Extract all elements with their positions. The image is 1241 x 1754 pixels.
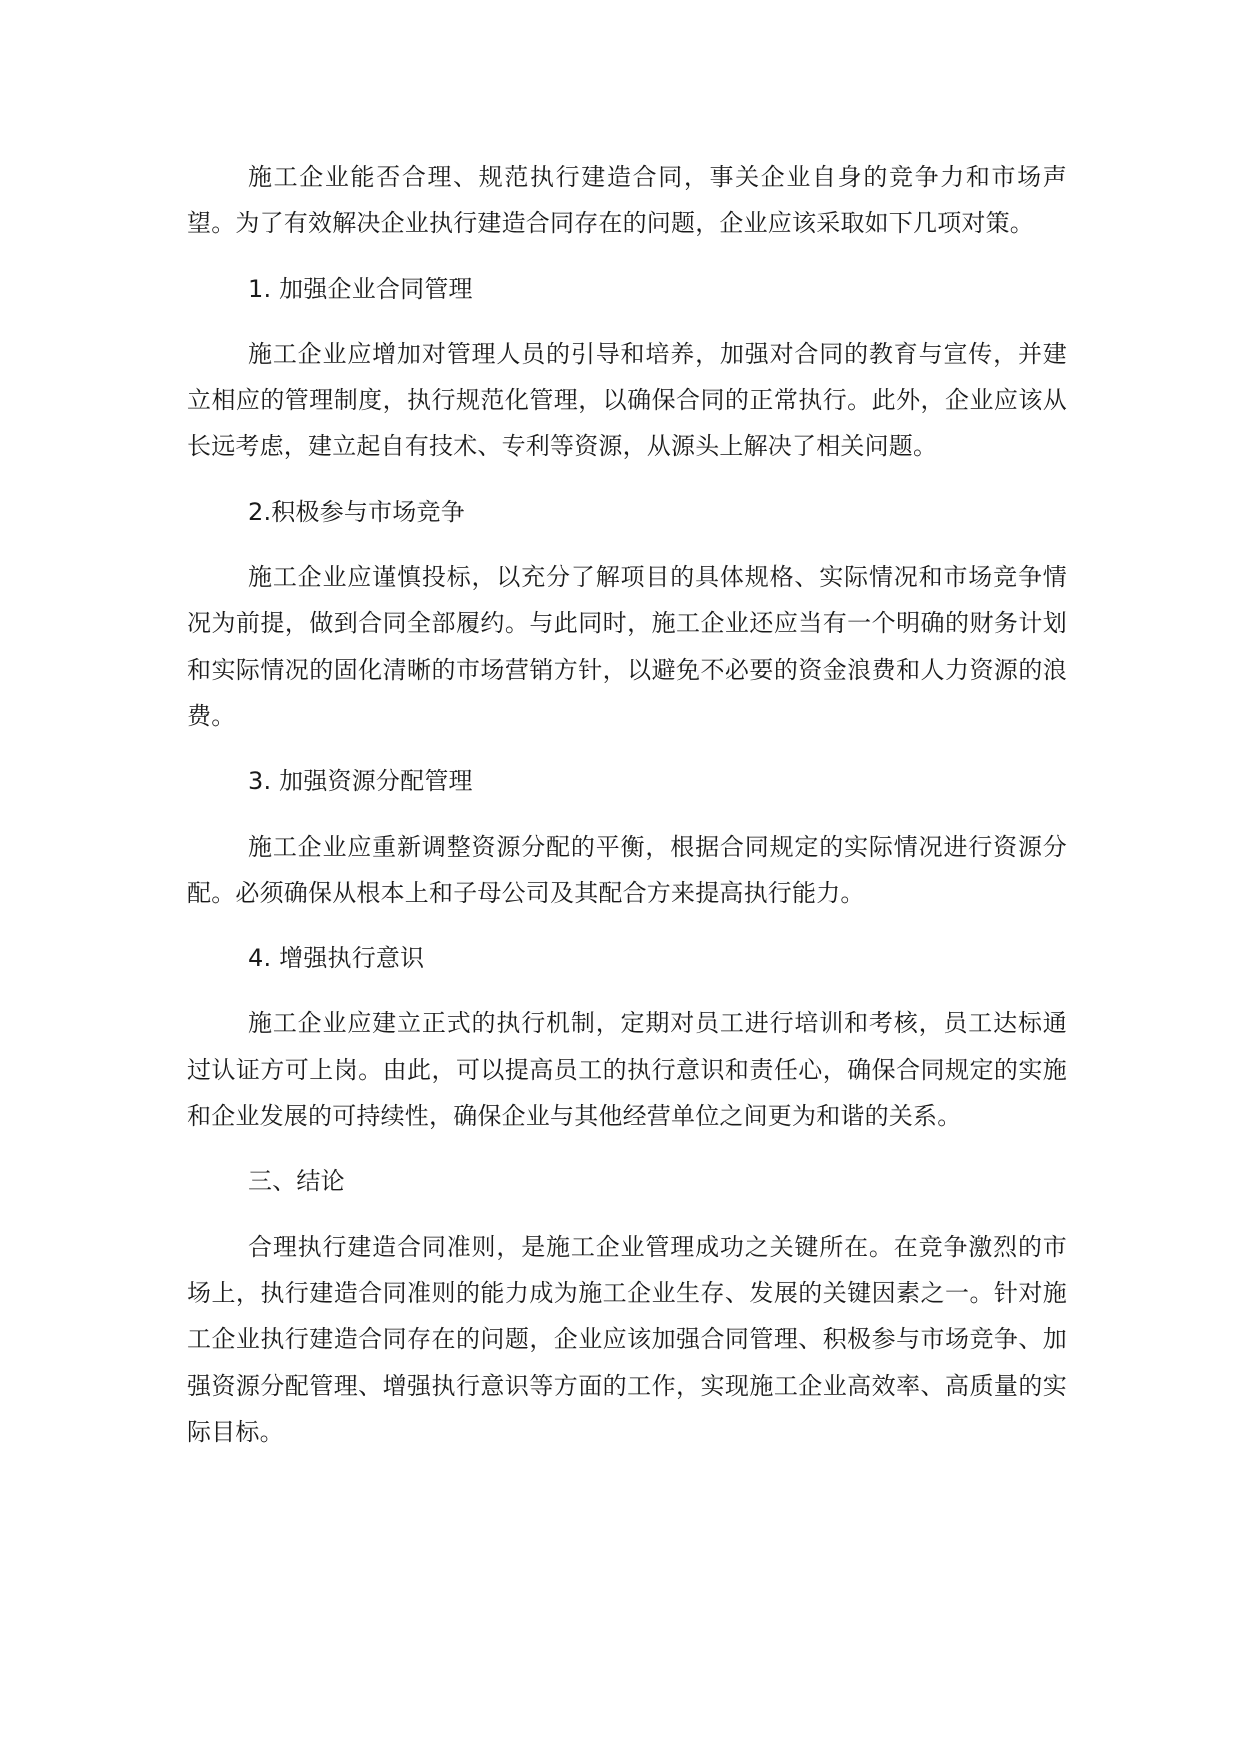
section-paragraph-4: 施工企业应建立正式的执行机制，定期对员工进行培训和考核，员工达标通过认证方可上岗。由此，可以提高员工的执行意识和责任心，确保合同规定的实施和企业发展的可持续性，确保企业与其他经营单位之间更为和谐的关系。 <box>187 1009 1067 1131</box>
conclusion-paragraph: 合理执行建造合同准则，是施工企业管理成功之关键所在。在竞争激烈的市场上，执行建造合同准则的能力成为施工企业生存、发展的关键因素之一。针对施工企业执行建造合同存在的问题，企业应该加强合同管理、积极参与市场竞争、加强资源分配管理、增强执行意识等方面的工作，实现施工企业高效率、高质量的实际目标。 <box>187 1232 1067 1446</box>
document-body <box>187 154 1067 1455</box>
section-heading-2: 2.积极参与市场竞争 <box>248 497 465 526</box>
section-heading-3: 3. 加强资源分配管理 <box>248 767 473 796</box>
section-heading-1: 1. 加强企业合同管理 <box>248 274 473 303</box>
section-paragraph-1: 施工企业应增加对管理人员的引导和培养，加强对合同的教育与宣传，并建立相应的管理制度，执行规范化管理，以确保合同的正常执行。此外，企业应该从长远考虑，建立起自有技术、专利等资源，从源头上解决了相关问题。 <box>187 339 1067 461</box>
section-paragraph-3: 施工企业应重新调整资源分配的平衡，根据合同规定的实际情况进行资源分配。必须确保从根本上和子母公司及其配合方来提高执行能力。 <box>187 832 1067 907</box>
section-paragraph-2: 施工企业应谨慎投标，以充分了解项目的具体规格、实际情况和市场竞争情况为前提，做到合同全部履约。与此同时，施工企业还应当有一个明确的财务计划和实际情况的固化清晰的市场营销方针，以避免不必要的资金浪费和人力资源的浪费。 <box>187 563 1067 730</box>
section-heading-4: 4. 增强执行意识 <box>248 944 425 973</box>
intro-paragraph: 施工企业能否合理、规范执行建造合同，事关企业自身的竞争力和市场声望。为了有效解决企业执行建造合同存在的问题，企业应该采取如下几项对策。 <box>187 163 1067 238</box>
conclusion-heading: 三、结论 <box>248 1167 345 1196</box>
